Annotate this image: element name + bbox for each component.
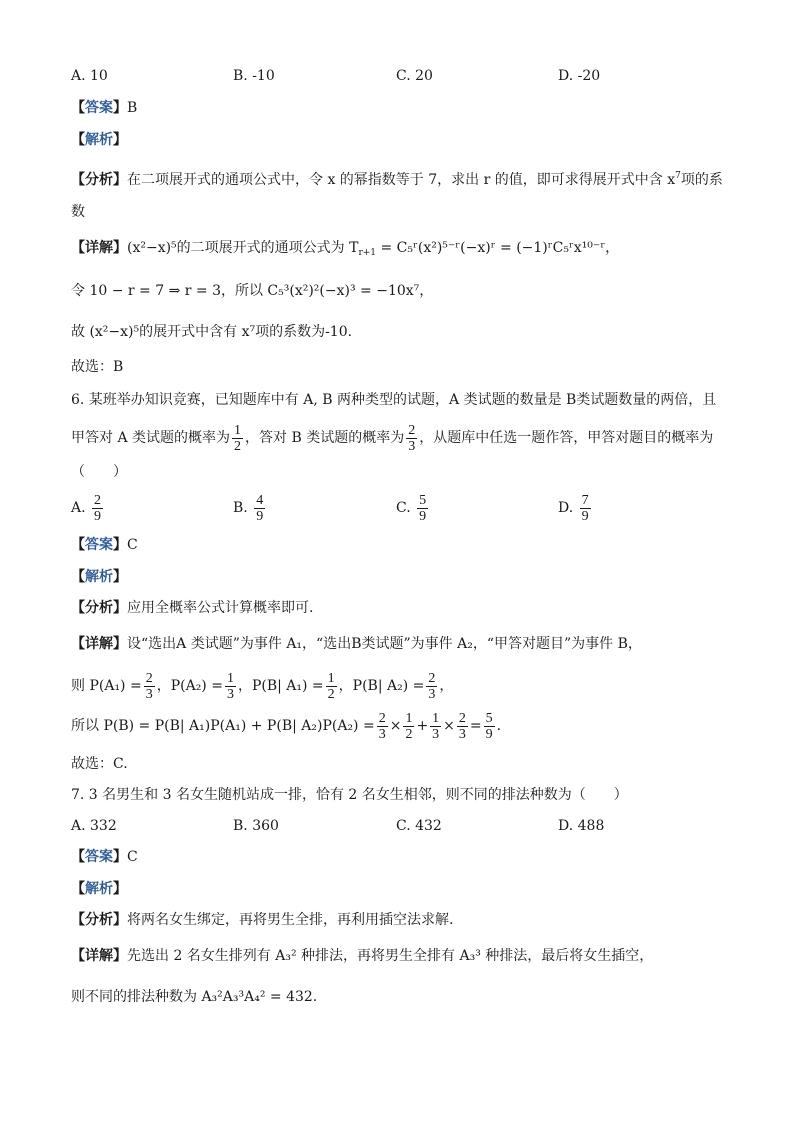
q6-detail-2: 则 P(A₁) = $\frac{2}{3}$ ，P(A₂) = $\frac{1}{3}$ ，P(B| A₁) = $\frac{1}{2}$ ，P(B| A₂) = $\frac{2}{3}$ ， bbox=[71, 670, 454, 702]
q6-stem-1: 6. 某班举办知识竞赛，已知题库中有 A, B 两种类型的试题，A 类试题的数量是 B类试题数量的两倍，且 bbox=[71, 392, 717, 408]
q6-detail-1: 【详解】设“选出A 类试题”为事件 A₁，“选出B类试题”为事件 A₂，“甲答对题目”为事件 B， bbox=[71, 636, 642, 652]
q5-option-c: C. 20 bbox=[396, 68, 433, 84]
q7-analysis-heading: 【解析】 bbox=[71, 881, 127, 897]
q5-detail-1: 【详解】(x²−x)⁵的二项展开式的通项公式为 $T_{r+1}$ = C₅ʳ(x²)⁵⁻ʳ(−x)ʳ = (−1)ʳC₅ʳx¹⁰⁻ʳ， bbox=[71, 240, 620, 258]
q5-choose: 故选：B bbox=[71, 359, 124, 375]
q6-option-c: C. $\frac{5}{9}$ bbox=[396, 492, 427, 524]
q6-answer: 【答案】C bbox=[71, 537, 138, 553]
q7-detail-1: 【详解】先选出 2 名女生排列有 A₃² 种排法，再将男生全排有 A₃³ 种排法，最后将女生插空， bbox=[71, 948, 654, 964]
q5-fenxi-cont: 数 bbox=[71, 204, 85, 220]
q7-answer: 【答案】C bbox=[71, 849, 138, 865]
q5-option-a: A. 10 bbox=[71, 68, 108, 84]
q7-option-d: D. 488 bbox=[558, 818, 605, 834]
q7-detail-2: 则不同的排法种数为 A₃²A₃³A₄² = 432. bbox=[71, 989, 318, 1005]
q6-option-d: D. $\frac{7}{9}$ bbox=[558, 492, 589, 524]
q5-answer: 【答案】B bbox=[71, 100, 138, 116]
q6-option-a: A. $\frac{2}{9}$ bbox=[71, 492, 102, 524]
q5-fenxi: 【分析】在二项展开式的通项公式中，令 x 的幂指数等于 7，求出 r 的值，即可求得展开式中含 $x^7$项的系 bbox=[71, 171, 723, 188]
q5-analysis-heading: 【解析】 bbox=[71, 132, 127, 148]
q6-fenxi: 【分析】应用全概率公式计算概率即可. bbox=[71, 600, 314, 616]
q5-option-d: D. -20 bbox=[558, 68, 601, 84]
q5-detail-3: 故 (x²−x)⁵的展开式中含有 x⁷项的系数为-10. bbox=[71, 324, 353, 340]
fraction-two-thirds: $\frac{2}{3}$ bbox=[408, 422, 416, 454]
q6-detail-3: 所以 P(B) = P(B| A₁)P(A₁) + P(B| A₂)P(A₂) = $\frac{2}{3}$ × $\frac{1}{2}$ + $\frac{1}{3}$ × $\frac{2}{3}$ = $\frac{5}{9}$ . bbox=[71, 710, 502, 742]
q7-option-b: B. 360 bbox=[233, 818, 279, 834]
q5-option-b: B. -10 bbox=[233, 68, 275, 84]
q6-option-b: B. $\frac{4}{9}$ bbox=[233, 492, 264, 524]
q7-fenxi: 【分析】将两名女生绑定，再将男生全排，再利用插空法求解. bbox=[71, 912, 454, 928]
fraction-half: $\frac{1}{2}$ bbox=[234, 422, 242, 454]
q5-detail-2: 令 10 − r = 7 ⇒ r = 3，所以 C₅³(x²)²(−x)³ = −10x⁷， bbox=[71, 283, 434, 299]
q7-stem: 7. 3 名男生和 3 名女生随机站成一排，恰有 2 名女生相邻，则不同的排法种数为（ ） bbox=[71, 787, 628, 803]
q6-analysis-heading: 【解析】 bbox=[71, 569, 127, 585]
q6-stem-3: （ ） bbox=[71, 464, 127, 480]
q6-stem-2: 甲答对 A 类试题的概率为 $\frac{1}{2}$ ，答对 B 类试题的概率为 $\frac{2}{3}$ ，从题库中任选一题作答，甲答对题目的概率为 bbox=[71, 422, 714, 454]
q6-choose: 故选：C. bbox=[71, 756, 128, 772]
q7-option-a: A. 332 bbox=[71, 818, 117, 834]
q7-option-c: C. 432 bbox=[396, 818, 442, 834]
